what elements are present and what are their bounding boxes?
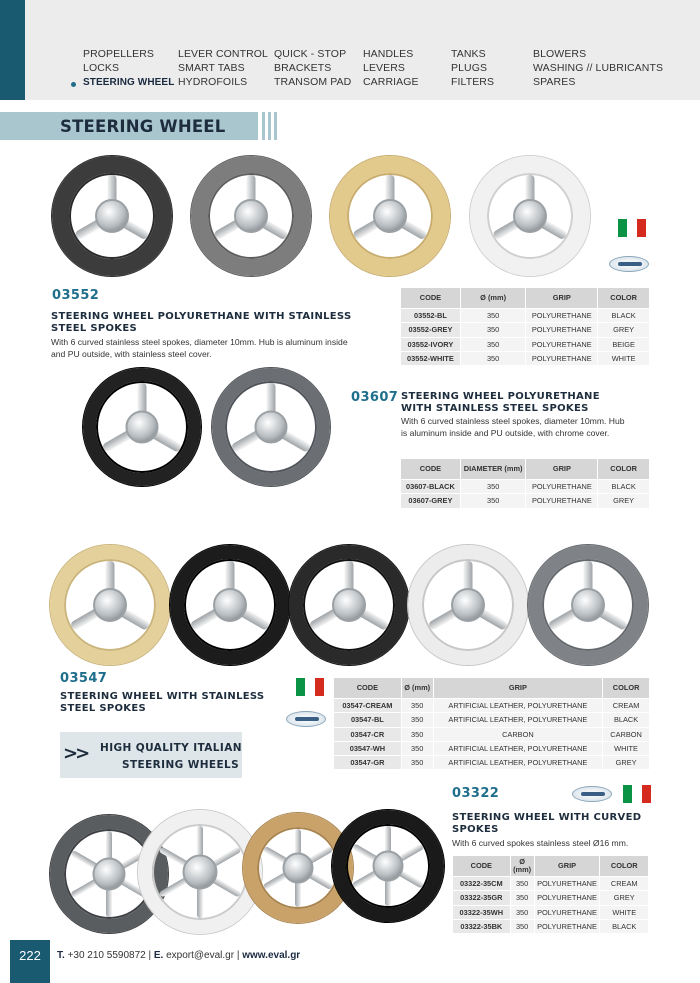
table-row bbox=[334, 741, 650, 755]
table-cell: CREAM bbox=[600, 877, 649, 891]
product-description: and PU outside, with stainless steel cover. bbox=[51, 349, 212, 359]
table-cell: ARTIFICIAL LEATHER, POLYURETHANE bbox=[433, 699, 603, 713]
product-title: STEERING WHEEL POLYURETHANE WITH STAINLESS bbox=[51, 311, 352, 322]
table-header: CODE bbox=[453, 856, 511, 877]
table-cell: CREAM bbox=[603, 699, 650, 713]
email-link[interactable]: export@eval.gr bbox=[166, 950, 235, 961]
nav-tanks[interactable]: TANKS bbox=[451, 48, 486, 60]
nav-transom-pad[interactable]: TRANSOM PAD bbox=[274, 76, 352, 88]
table-cell: WHITE bbox=[603, 741, 650, 755]
table-cell: POLYURETHANE bbox=[526, 351, 598, 365]
table-header: GRIP bbox=[526, 459, 598, 480]
product-description: With 6 curved stainless steel spokes, diameter 10mm. Hub is aluminum inside bbox=[51, 337, 348, 347]
table-cell: GREY bbox=[598, 494, 650, 508]
table-row bbox=[334, 756, 650, 770]
section-header-stripe bbox=[268, 112, 271, 140]
table-row bbox=[401, 351, 650, 365]
table-cell: GREY bbox=[603, 756, 650, 770]
table-cell: 03547-GR bbox=[334, 756, 402, 770]
page-number: 222 bbox=[19, 948, 41, 963]
table-row bbox=[401, 337, 650, 351]
footer-contact: T. +30 210 5590872 | E. export@eval.gr | www.eval.gr bbox=[57, 950, 301, 961]
nav-carriage[interactable]: CARRIAGE bbox=[363, 76, 419, 88]
table-cell: 350 bbox=[460, 494, 526, 508]
table-cell: ARTIFICIAL LEATHER, POLYURETHANE bbox=[433, 756, 603, 770]
quality-callout-line: STEERING WHEELS bbox=[122, 759, 240, 771]
table-cell: 03322-35WH bbox=[453, 905, 511, 919]
table-row bbox=[401, 309, 650, 323]
nav-filters[interactable]: FILTERS bbox=[451, 76, 495, 88]
website-link[interactable]: www.eval.gr bbox=[242, 950, 301, 961]
table-cell: ARTIFICIAL LEATHER, POLYURETHANE bbox=[433, 713, 603, 727]
wheel-hub bbox=[93, 858, 126, 891]
table-header: COLOR bbox=[598, 288, 650, 309]
double-chevron-icon: >> bbox=[63, 743, 88, 764]
table-cell: 03547-WH bbox=[334, 741, 402, 755]
nav-locks[interactable]: LOCKS bbox=[83, 62, 120, 74]
section-header-stripe bbox=[274, 112, 277, 140]
table-header: COLOR bbox=[598, 459, 650, 480]
wheel-hub bbox=[213, 588, 247, 622]
product-title: STEERING WHEEL POLYURETHANE bbox=[401, 391, 600, 402]
steering-wheel-image bbox=[191, 156, 311, 276]
table-header: Ø (mm) bbox=[460, 288, 526, 309]
table-cell: POLYURETHANE bbox=[534, 877, 600, 891]
nav-plugs[interactable]: PLUGS bbox=[451, 62, 488, 74]
table-cell: 350 bbox=[460, 309, 526, 323]
email-label: E. bbox=[153, 950, 164, 961]
table-cell: 03547-BL bbox=[334, 713, 402, 727]
nav-handles[interactable]: HANDLES bbox=[363, 48, 414, 60]
steering-wheel-image bbox=[332, 810, 444, 922]
table-cell: POLYURETHANE bbox=[526, 323, 598, 337]
quality-callout bbox=[60, 732, 242, 778]
table-cell: CARBON bbox=[603, 727, 650, 741]
table-cell: 03322-35GR bbox=[453, 891, 511, 905]
product-title: STEERING WHEEL WITH STAINLESS bbox=[60, 691, 265, 702]
phone-number[interactable]: +30 210 5590872 bbox=[67, 950, 146, 961]
table-header: COLOR bbox=[600, 856, 649, 877]
table-cell: GREY bbox=[598, 323, 650, 337]
table-cell: BEIGE bbox=[598, 337, 650, 351]
table-row bbox=[401, 323, 650, 337]
wheel-hub bbox=[183, 855, 218, 890]
table-cell: 03322-35BK bbox=[453, 919, 511, 933]
product-title: SPOKES bbox=[452, 824, 499, 835]
nav-quick-stop[interactable]: QUICK - STOP bbox=[274, 48, 347, 60]
table-cell: POLYURETHANE bbox=[526, 494, 598, 508]
italian-flag-icon bbox=[623, 785, 651, 803]
table-cell: 350 bbox=[401, 727, 433, 741]
table-cell: 03552-IVORY bbox=[401, 337, 461, 351]
table-cell: 350 bbox=[510, 891, 534, 905]
active-nav-bullet-icon bbox=[71, 82, 76, 87]
table-header: Ø (mm) bbox=[510, 856, 534, 877]
table-cell: 03552-GREY bbox=[401, 323, 461, 337]
table-cell: 350 bbox=[460, 337, 526, 351]
wheel-hub bbox=[255, 411, 288, 444]
product-code-03607: 03607 bbox=[351, 390, 399, 405]
table-header: CODE bbox=[334, 678, 402, 699]
manufacturer-badge-icon bbox=[609, 256, 649, 272]
table-header: Ø (mm) bbox=[401, 678, 433, 699]
nav-washing-lubricants[interactable]: WASHING // LUBRICANTS bbox=[533, 62, 664, 74]
table-cell: BLACK bbox=[600, 919, 649, 933]
spec-table-03607 bbox=[400, 458, 650, 509]
italian-flag-icon bbox=[296, 678, 324, 696]
steering-wheel-image bbox=[528, 545, 648, 665]
table-cell: POLYURETHANE bbox=[526, 480, 598, 494]
steering-wheel-image bbox=[212, 368, 330, 486]
page-corner-accent bbox=[0, 0, 25, 100]
table-cell: 03322-35CM bbox=[453, 877, 511, 891]
steering-wheel-image bbox=[50, 545, 170, 665]
table-cell: 03547-CR bbox=[334, 727, 402, 741]
italian-flag-icon bbox=[618, 219, 646, 237]
steering-wheel-image bbox=[470, 156, 590, 276]
wheel-hub bbox=[95, 199, 129, 233]
table-cell: WHITE bbox=[598, 351, 650, 365]
table-cell: 03607-BLACK bbox=[401, 480, 461, 494]
table-cell: 350 bbox=[401, 741, 433, 755]
nav-smart-tabs[interactable]: SMART TABS bbox=[178, 62, 245, 74]
table-cell: WHITE bbox=[600, 905, 649, 919]
table-header: GRIP bbox=[534, 856, 600, 877]
wheel-hub bbox=[234, 199, 268, 233]
table-header: GRIP bbox=[526, 288, 598, 309]
table-row bbox=[334, 699, 650, 713]
table-cell: CARBON bbox=[433, 727, 603, 741]
spec-table-03322 bbox=[452, 855, 649, 934]
table-header: CODE bbox=[401, 288, 461, 309]
wheel-hub bbox=[373, 851, 404, 882]
steering-wheel-image bbox=[83, 368, 201, 486]
nav-steering-wheel[interactable]: STEERING WHEEL bbox=[83, 77, 175, 88]
table-row bbox=[453, 919, 649, 933]
quality-callout-line: HIGH QUALITY ITALIAN bbox=[100, 742, 242, 754]
table-cell: 350 bbox=[510, 919, 534, 933]
manufacturer-badge-icon bbox=[286, 711, 326, 727]
product-title: STEERING WHEEL WITH CURVED bbox=[452, 812, 642, 823]
product-title: STEEL SPOKES bbox=[60, 703, 146, 714]
table-cell: 350 bbox=[460, 351, 526, 365]
table-row bbox=[334, 727, 650, 741]
product-title: WITH STAINLESS STEEL SPOKES bbox=[401, 403, 589, 414]
table-cell: 350 bbox=[401, 713, 433, 727]
product-description: is aluminum inside and PU outside, with chrome cover. bbox=[401, 428, 610, 438]
table-row bbox=[334, 713, 650, 727]
wheel-hub bbox=[513, 199, 547, 233]
steering-wheel-image bbox=[408, 545, 528, 665]
table-cell: 03552-WHITE bbox=[401, 351, 461, 365]
table-header: COLOR bbox=[603, 678, 650, 699]
table-cell: GREY bbox=[600, 891, 649, 905]
table-header: CODE bbox=[401, 459, 461, 480]
wheel-hub bbox=[571, 588, 605, 622]
product-code-03547: 03547 bbox=[60, 671, 108, 686]
table-cell: BLACK bbox=[598, 309, 650, 323]
wheel-hub bbox=[373, 199, 407, 233]
wheel-hub bbox=[283, 853, 314, 884]
nav-lever-control[interactable]: LEVER CONTROL bbox=[178, 48, 268, 60]
table-row bbox=[401, 494, 650, 508]
nav-blowers[interactable]: BLOWERS bbox=[533, 48, 587, 60]
wheel-hub bbox=[451, 588, 485, 622]
steering-wheel-image bbox=[330, 156, 450, 276]
steering-wheel-image bbox=[289, 545, 409, 665]
product-title: STEEL SPOKES bbox=[51, 323, 137, 334]
section-title: STEERING WHEEL bbox=[60, 117, 226, 136]
product-description: With 6 curved spokes stainless steel Ø16 mm. bbox=[452, 838, 629, 848]
table-cell: POLYURETHANE bbox=[526, 337, 598, 351]
table-row bbox=[453, 877, 649, 891]
table-cell: POLYURETHANE bbox=[534, 891, 600, 905]
table-cell: ARTIFICIAL LEATHER, POLYURETHANE bbox=[433, 741, 603, 755]
wheel-hub bbox=[332, 588, 366, 622]
table-cell: 03547-CREAM bbox=[334, 699, 402, 713]
table-cell: 350 bbox=[460, 323, 526, 337]
manufacturer-badge-icon bbox=[572, 786, 612, 802]
section-header-stripe bbox=[262, 112, 265, 140]
spec-table-03552 bbox=[400, 287, 650, 366]
table-cell: BLACK bbox=[603, 713, 650, 727]
table-row bbox=[401, 480, 650, 494]
table-cell: POLYURETHANE bbox=[534, 919, 600, 933]
spec-table-03547 bbox=[333, 677, 650, 770]
table-header: GRIP bbox=[433, 678, 603, 699]
table-cell: 03552-BL bbox=[401, 309, 461, 323]
table-cell: POLYURETHANE bbox=[526, 309, 598, 323]
product-description: With 6 curved stainless steel spokes, diameter 10mm. Hub bbox=[401, 416, 625, 426]
wheel-hub bbox=[126, 411, 159, 444]
table-cell: 350 bbox=[401, 756, 433, 770]
table-cell: 03607-GREY bbox=[401, 494, 461, 508]
product-code-03552: 03552 bbox=[52, 288, 100, 303]
nav-propellers[interactable]: PROPELLERS bbox=[83, 48, 155, 60]
nav-brackets[interactable]: BRACKETS bbox=[274, 62, 332, 74]
wheel-hub bbox=[93, 588, 127, 622]
table-cell: 350 bbox=[460, 480, 526, 494]
table-cell: BLACK bbox=[598, 480, 650, 494]
nav-hydrofoils[interactable]: HYDROFOILS bbox=[178, 76, 248, 88]
nav-spares[interactable]: SPARES bbox=[533, 76, 576, 88]
product-code-03322: 03322 bbox=[452, 786, 500, 801]
steering-wheel-image bbox=[52, 156, 172, 276]
table-row bbox=[453, 905, 649, 919]
table-cell: POLYURETHANE bbox=[534, 905, 600, 919]
table-cell: 350 bbox=[401, 699, 433, 713]
nav-levers[interactable]: LEVERS bbox=[363, 62, 406, 74]
table-cell: 350 bbox=[510, 905, 534, 919]
steering-wheel-image bbox=[170, 545, 290, 665]
phone-label: T. bbox=[57, 950, 65, 961]
table-row bbox=[453, 891, 649, 905]
table-header: DIAMETER (mm) bbox=[460, 459, 526, 480]
table-cell: 350 bbox=[510, 877, 534, 891]
